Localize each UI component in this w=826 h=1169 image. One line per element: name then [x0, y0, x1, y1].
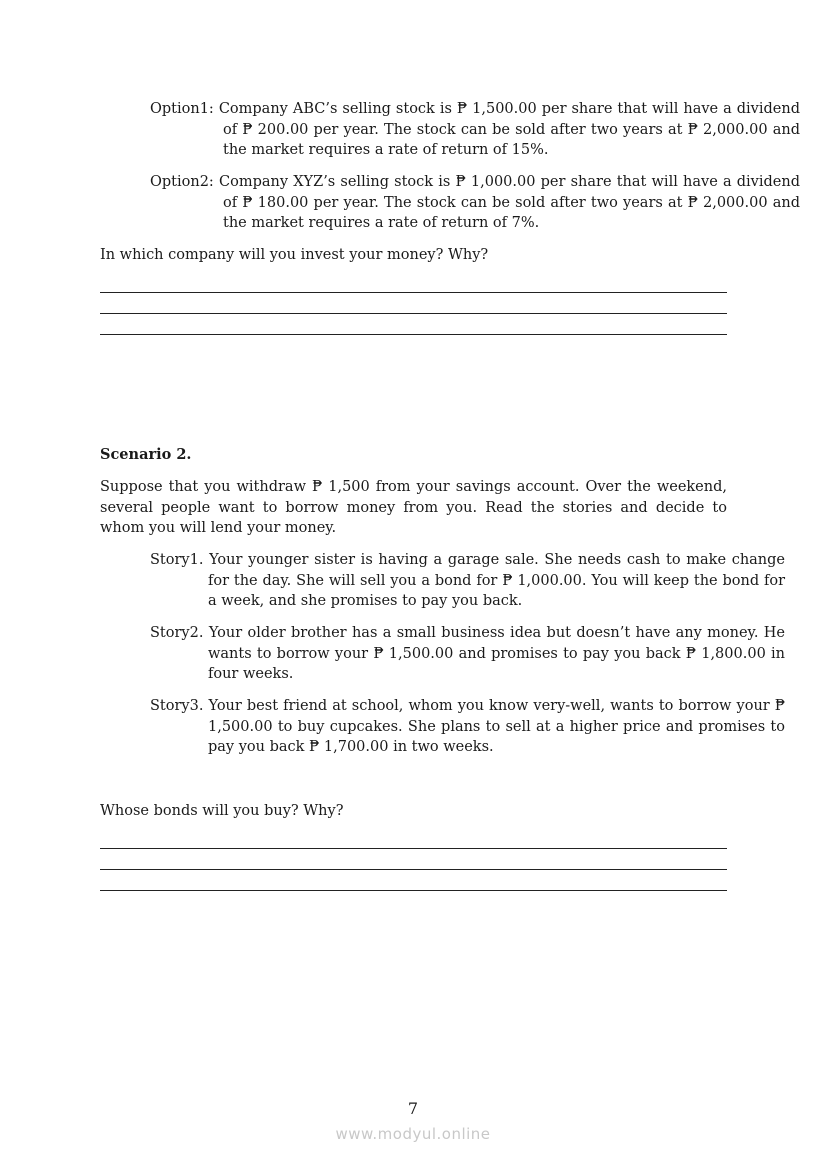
answer-line-5[interactable] — [100, 869, 727, 870]
option-2-label: Option2: — [150, 174, 214, 190]
page-number: 7 — [407, 1099, 419, 1118]
option-1-label: Option1: — [150, 101, 214, 117]
question-2: Whose bonds will you buy? Why? — [100, 803, 344, 819]
story-3-label: Story3. — [150, 698, 204, 714]
story-1 — [150, 550, 785, 612]
scenario-2-heading: Scenario 2. — [100, 446, 192, 463]
question-1: In which company will you invest your money? Why? — [100, 247, 489, 263]
story-3-text: Your best friend at school, whom you know very-well, wants to borrow your ₱ 1,500.00 to buy cupcakes. She plans to sell at a higher price and promises to pay you back ₱ 1,700.00 in two weeks. — [208, 698, 786, 756]
story-1-text: Your younger sister is having a garage sale. She needs cash to make change for the day. She will sell you a bond for ₱ 1,000.00. You will keep the bond for a week, and she promises to pay you back. — [208, 552, 786, 610]
story-2 — [150, 623, 785, 685]
answer-line-2[interactable] — [100, 313, 727, 314]
answer-line-6[interactable] — [100, 890, 727, 891]
answer-line-1[interactable] — [100, 292, 727, 293]
answer-line-4[interactable] — [100, 848, 727, 849]
story-3 — [150, 696, 785, 758]
scenario-2-intro: Suppose that you withdraw ₱ 1,500 from your savings account. Over the weekend, several people want to borrow money from you. Read the stories and decide to whom you will lend your money. — [100, 479, 727, 537]
answer-line-3[interactable] — [100, 334, 727, 335]
story-2-label: Story2. — [150, 625, 204, 641]
story-1-label: Story1. — [150, 552, 204, 568]
option-2 — [150, 172, 800, 234]
option-2-text: Company XYZ’s selling stock is ₱ 1,000.00 per share that will have a dividend of ₱ 180.00 per year. The stock can be sold after two years at ₱ 2,000.00 and the market requires a rate of return of 7%. — [219, 174, 800, 232]
story-2-text: Your older brother has a small business idea but doesn’t have any money. He wants to borrow your ₱ 1,500.00 and promises to pay you back ₱ 1,800.00 in four weeks. — [208, 625, 786, 683]
option-1-text: Company ABC’s selling stock is ₱ 1,500.00 per share that will have a dividend of ₱ 200.00 per year. The stock can be sold after two years at ₱ 2,000.00 and the market requires a rate of return of 15%. — [218, 101, 800, 159]
option-1 — [150, 99, 800, 161]
watermark: www.modyul.online — [335, 1125, 491, 1143]
